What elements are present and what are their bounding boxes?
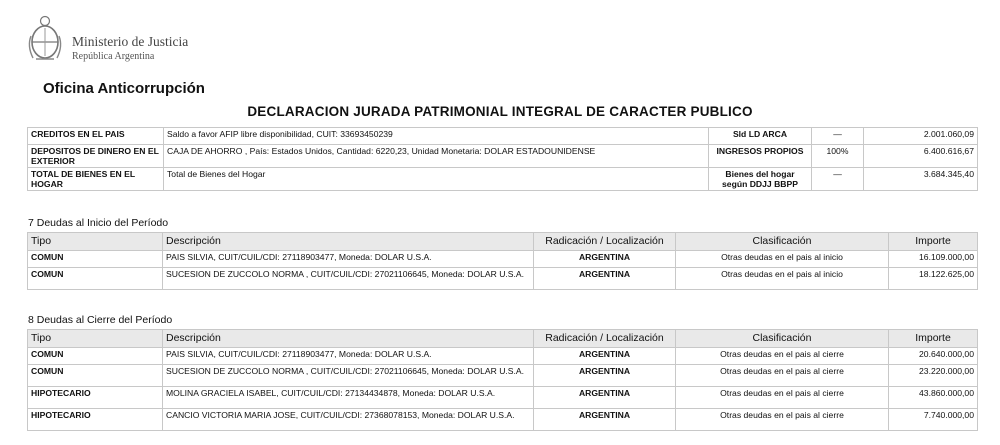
debt-classification: Otras deudas en el pais al cierre [676, 409, 889, 431]
asset-origin: INGRESOS PROPIOS [709, 145, 812, 168]
debt-type: HIPOTECARIO [28, 409, 163, 431]
debt-type: COMUN [28, 365, 163, 387]
debt-location: ARGENTINA [534, 387, 676, 409]
table-row [28, 268, 978, 290]
debt-amount: 43.860.000,00 [889, 387, 978, 409]
debt-amount: 20.640.000,00 [889, 348, 978, 365]
debt-description: SUCESION DE ZUCCOLO NORMA , CUIT/CUIL/CDI: 27021106645, Moneda: DOLAR U.S.A. [163, 268, 534, 290]
debt-classification: Otras deudas en el pais al inicio [676, 251, 889, 268]
asset-label: TOTAL DE BIENES EN EL HOGAR [28, 168, 164, 191]
asset-label: CREDITOS EN EL PAIS [28, 128, 164, 145]
asset-origin: Sld LD ARCA [709, 128, 812, 145]
assets-summary-table [27, 127, 978, 191]
ministry-name: Ministerio de Justicia [72, 34, 189, 49]
debt-description: PAIS SILVIA, CUIT/CUIL/CDI: 27118903477, Moneda: DOLAR U.S.A. [163, 348, 534, 365]
table-row [28, 365, 978, 387]
debt-description: PAIS SILVIA, CUIT/CUIL/CDI: 27118903477, Moneda: DOLAR U.S.A. [163, 251, 534, 268]
debt-classification: Otras deudas en el pais al inicio [676, 268, 889, 290]
debt-location: ARGENTINA [534, 365, 676, 387]
office-title: Oficina Anticorrupción [43, 80, 205, 97]
asset-description: CAJA DE AHORRO , País: Estados Unidos, Cantidad: 6220,23, Unidad Monetaria: DOLAR ESTADOUNIDENSE [164, 145, 709, 168]
debt-amount: 18.122.625,00 [889, 268, 978, 290]
debt-type: COMUN [28, 251, 163, 268]
column-header: Importe [889, 330, 978, 348]
column-header: Clasificación [676, 330, 889, 348]
table-row [28, 168, 978, 191]
table-row [28, 348, 978, 365]
debt-classification: Otras deudas en el pais al cierre [676, 365, 889, 387]
table-row [28, 145, 978, 168]
debt-location: ARGENTINA [534, 409, 676, 431]
column-header: Importe [889, 233, 978, 251]
table-row [28, 387, 978, 409]
debt-location: ARGENTINA [534, 348, 676, 365]
asset-label: DEPOSITOS DE DINERO EN EL EXTERIOR [28, 145, 164, 168]
asset-origin: Bienes del hogar según DDJJ BBPP [709, 168, 812, 191]
debts-start-table [27, 232, 978, 290]
argentina-coat-of-arms-icon [26, 12, 64, 64]
column-header: Tipo [28, 330, 163, 348]
asset-amount: 3.684.345,40 [864, 168, 978, 191]
table-row [28, 128, 978, 145]
debt-amount: 7.740.000,00 [889, 409, 978, 431]
debt-type: HIPOTECARIO [28, 387, 163, 409]
debt-description: CANCIO VICTORIA MARIA JOSE, CUIT/CUIL/CDI: 27368078153, Moneda: DOLAR U.S.A. [163, 409, 534, 431]
column-header: Clasificación [676, 233, 889, 251]
asset-percentage: 100% [812, 145, 864, 168]
table-row [28, 251, 978, 268]
debt-classification: Otras deudas en el pais al cierre [676, 387, 889, 409]
debt-type: COMUN [28, 268, 163, 290]
debts-start-title: 7 Deudas al Inicio del Período [28, 217, 169, 229]
table-header-row [28, 330, 978, 348]
debt-amount: 16.109.000,00 [889, 251, 978, 268]
column-header: Radicación / Localización [534, 330, 676, 348]
asset-description: Total de Bienes del Hogar [164, 168, 709, 191]
asset-description: Saldo a favor AFIP libre disponibilidad, CUIT: 33693450239 [164, 128, 709, 145]
debt-description: MOLINA GRACIELA ISABEL, CUIT/CUIL/CDI: 27134434878, Moneda: DOLAR U.S.A. [163, 387, 534, 409]
asset-amount: 2.001.060,09 [864, 128, 978, 145]
column-header: Descripción [163, 330, 534, 348]
debt-amount: 23.220.000,00 [889, 365, 978, 387]
debts-end-table [27, 329, 978, 431]
column-header: Descripción [163, 233, 534, 251]
column-header: Radicación / Localización [534, 233, 676, 251]
debt-location: ARGENTINA [534, 268, 676, 290]
asset-percentage: — [812, 168, 864, 191]
table-row [28, 409, 978, 431]
table-header-row [28, 233, 978, 251]
debts-end-title: 8 Deudas al Cierre del Período [28, 314, 173, 326]
column-header: Tipo [28, 233, 163, 251]
document-title: DECLARACION JURADA PATRIMONIAL INTEGRAL DE CARACTER PUBLICO [247, 104, 753, 119]
asset-amount: 6.400.616,67 [864, 145, 978, 168]
republic-name: República Argentina [72, 51, 155, 62]
asset-percentage: — [812, 128, 864, 145]
debt-description: SUCESION DE ZUCCOLO NORMA , CUIT/CUIL/CDI: 27021106645, Moneda: DOLAR U.S.A. [163, 365, 534, 387]
debt-classification: Otras deudas en el pais al cierre [676, 348, 889, 365]
debt-type: COMUN [28, 348, 163, 365]
debt-location: ARGENTINA [534, 251, 676, 268]
